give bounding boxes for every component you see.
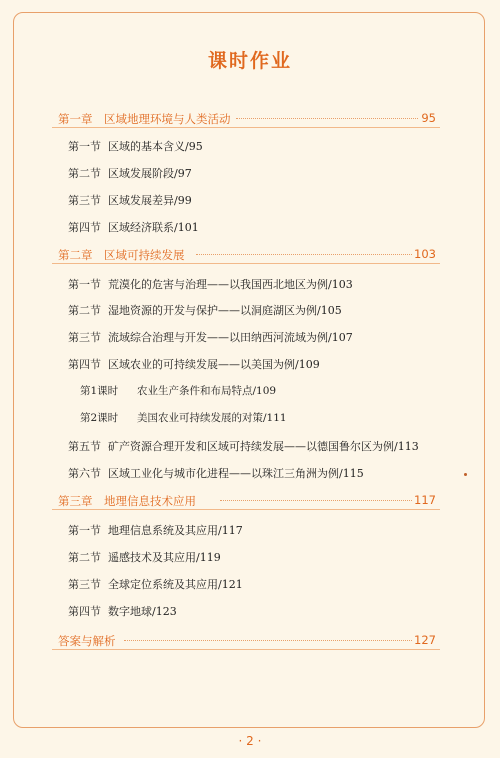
section-number: 第一节 (68, 140, 101, 153)
section-number: 第四节 (68, 221, 101, 234)
chapter-divider (52, 127, 440, 128)
chapter-name: 答案与解析 (58, 634, 116, 648)
section-title: 区域发展阶段/97 (108, 167, 192, 180)
leader-dots (236, 118, 418, 119)
section-number: 第五节 (68, 440, 101, 453)
section-title: 地理信息系统及其应用/117 (108, 524, 243, 537)
section-title: 区域工业化与城市化进程——以珠江三角洲为例/115 (108, 467, 364, 480)
chapter-divider (52, 649, 440, 650)
leader-dots (124, 640, 412, 641)
chapter-name: 区域可持续发展 (104, 248, 185, 262)
page-number: · 2 · (238, 734, 262, 748)
chapter-divider (52, 263, 440, 264)
chapter-name: 地理信息技术应用 (104, 494, 196, 508)
chapter-page: 127 (414, 633, 436, 647)
chapter-page: 103 (414, 247, 436, 261)
section-number: 第三节 (68, 578, 101, 591)
section-number: 第一节 (68, 278, 101, 291)
page-title: 课时作业 (207, 50, 292, 72)
section-title: 区域的基本含义/95 (108, 140, 203, 153)
section-number: 第一节 (68, 524, 101, 537)
section-title: 荒漠化的危害与治理——以我国西北地区为例/103 (108, 278, 353, 291)
chapter-page: 117 (414, 493, 436, 507)
section-title: 湿地资源的开发与保护——以洞庭湖区为例/105 (108, 304, 342, 317)
section-number: 第六节 (68, 467, 101, 480)
section-title: 全球定位系统及其应用/121 (108, 578, 243, 591)
section-number: 第四节 (68, 605, 101, 618)
leader-dots (220, 500, 412, 501)
chapter-number: 第三章 (58, 494, 93, 508)
chapter-name: 区域地理环境与人类活动 (104, 112, 231, 126)
section-title: 流域综合治理与开发——以田纳西河流域为例/107 (108, 331, 353, 344)
section-number: 第四节 (68, 358, 101, 371)
section-title: 数字地球/123 (108, 605, 177, 618)
chapter-number: 第二章 (58, 248, 93, 262)
decorative-dot (464, 473, 467, 476)
chapter-page: 95 (421, 111, 436, 125)
lesson-title: 农业生产条件和布局特点/109 (137, 385, 277, 397)
section-title: 遥感技术及其应用/119 (108, 551, 221, 564)
section-number: 第二节 (68, 167, 101, 180)
section-number: 第二节 (68, 304, 101, 317)
section-title: 区域经济联系/101 (108, 221, 199, 234)
lesson-title: 美国农业可持续发展的对策/111 (137, 412, 287, 424)
chapter-number: 第一章 (58, 112, 93, 126)
section-title: 矿产资源合理开发和区域可持续发展——以德国鲁尔区为例/113 (108, 440, 419, 453)
section-title: 区域发展差异/99 (108, 194, 192, 207)
lesson-number: 第2课时 (80, 412, 119, 424)
leader-dots (196, 254, 412, 255)
section-number: 第三节 (68, 194, 101, 207)
chapter-divider (52, 509, 440, 510)
section-title: 区域农业的可持续发展——以美国为例/109 (108, 358, 320, 371)
section-number: 第三节 (68, 331, 101, 344)
section-number: 第二节 (68, 551, 101, 564)
lesson-number: 第1课时 (80, 385, 119, 397)
